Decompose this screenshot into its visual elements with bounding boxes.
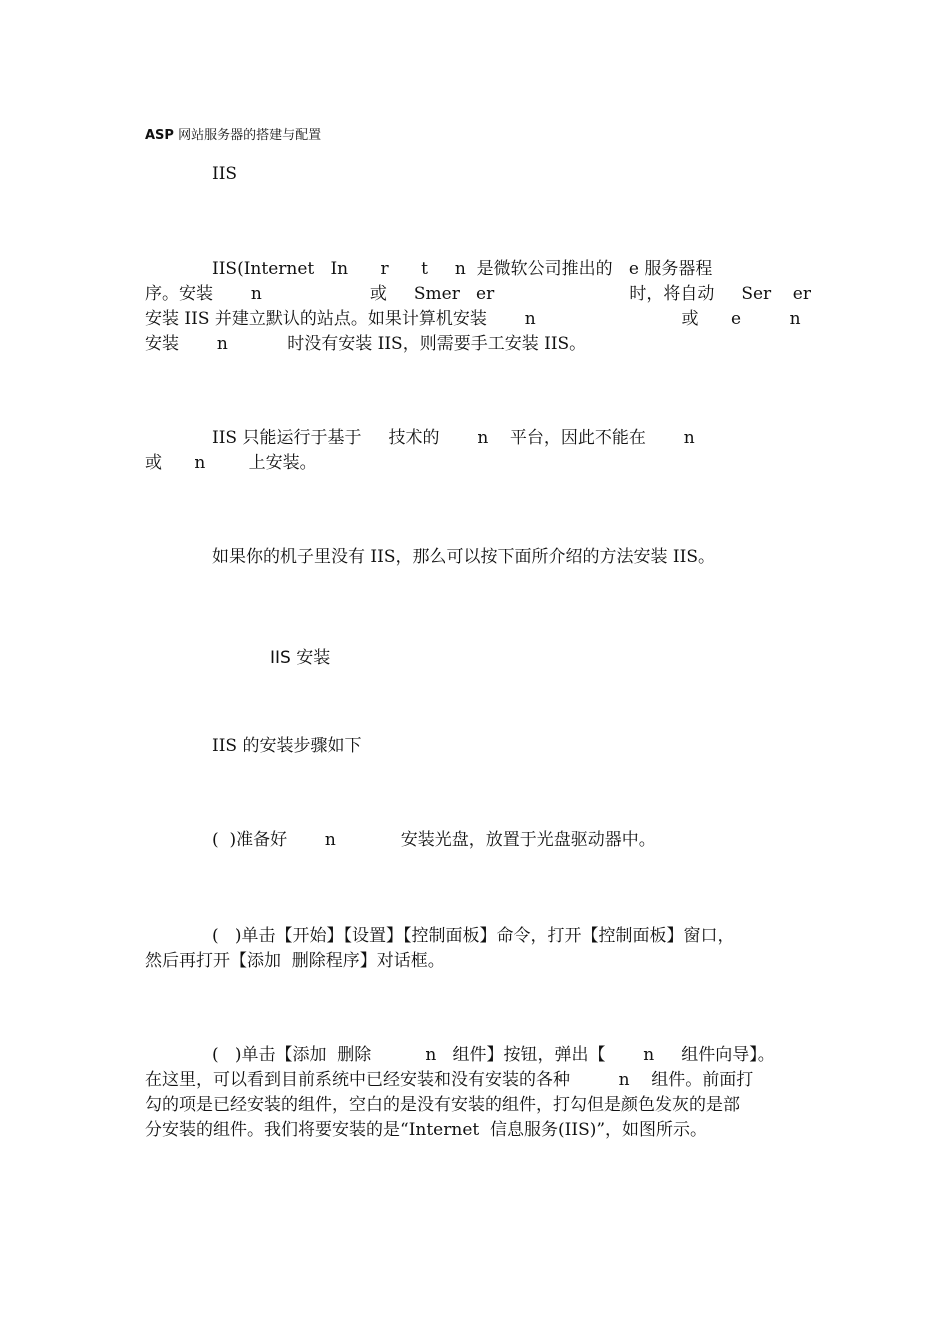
step3-line1: ( )单击【添加 删除 n 组件】按钮，弹出【 n 组件向导】。 xyxy=(212,1045,775,1065)
paragraph-install-note: 如果你的机子里没有 IIS，那么可以按下面所介绍的方法安装 IIS。 xyxy=(212,547,715,567)
step2-line2: 然后再打开【添加 删除程序】对话框。 xyxy=(145,951,445,971)
para2-line1: IIS 只能运行于基于 技术的 n 平台，因此不能在 n xyxy=(212,428,695,448)
step3-line2: 在这里，可以看到目前系统中已经安装和没有安装的各种 n 组件。前面打 xyxy=(145,1070,754,1090)
para1-line2: 序。安装 n 或 Smer er 时，将自动 Ser er xyxy=(145,284,811,304)
para2-line2: 或 n 上安装。 xyxy=(145,453,317,473)
para1-line3: 安装 IIS 并建立默认的站点。如果计算机安装 n 或 e n xyxy=(145,309,801,329)
subheading-iis-install: IIS 安装 xyxy=(270,648,331,668)
step-1: ( )准备好 n 安装光盘，放置于光盘驱动器中。 xyxy=(212,830,656,850)
step3-line4: 分安装的组件。我们将要安装的是“Internet 信息服务(IIS)”，如图所示。 xyxy=(145,1120,708,1140)
para1-line1: IIS(Internet In r t n 是微软公司推出的 e 服务器程 xyxy=(212,259,713,279)
section-title: IIS xyxy=(212,164,238,184)
para1-line4: 安装 n 时没有安装 IIS，则需要手工安装 IIS。 xyxy=(145,334,587,354)
step2-line1: ( )单击【开始】【设置】【控制面板】命令，打开【控制面板】窗口， xyxy=(212,926,735,946)
header-bold: ASP xyxy=(145,128,174,143)
step3-line3: 勾的项是已经安装的组件，空白的是没有安装的组件，打勾但是颜色发灰的是部 xyxy=(145,1095,740,1115)
paragraph-steps-intro: IIS 的安装步骤如下 xyxy=(212,736,362,756)
header-text: 网站服务器的搭建与配置 xyxy=(173,128,322,143)
page-header xyxy=(145,124,321,143)
